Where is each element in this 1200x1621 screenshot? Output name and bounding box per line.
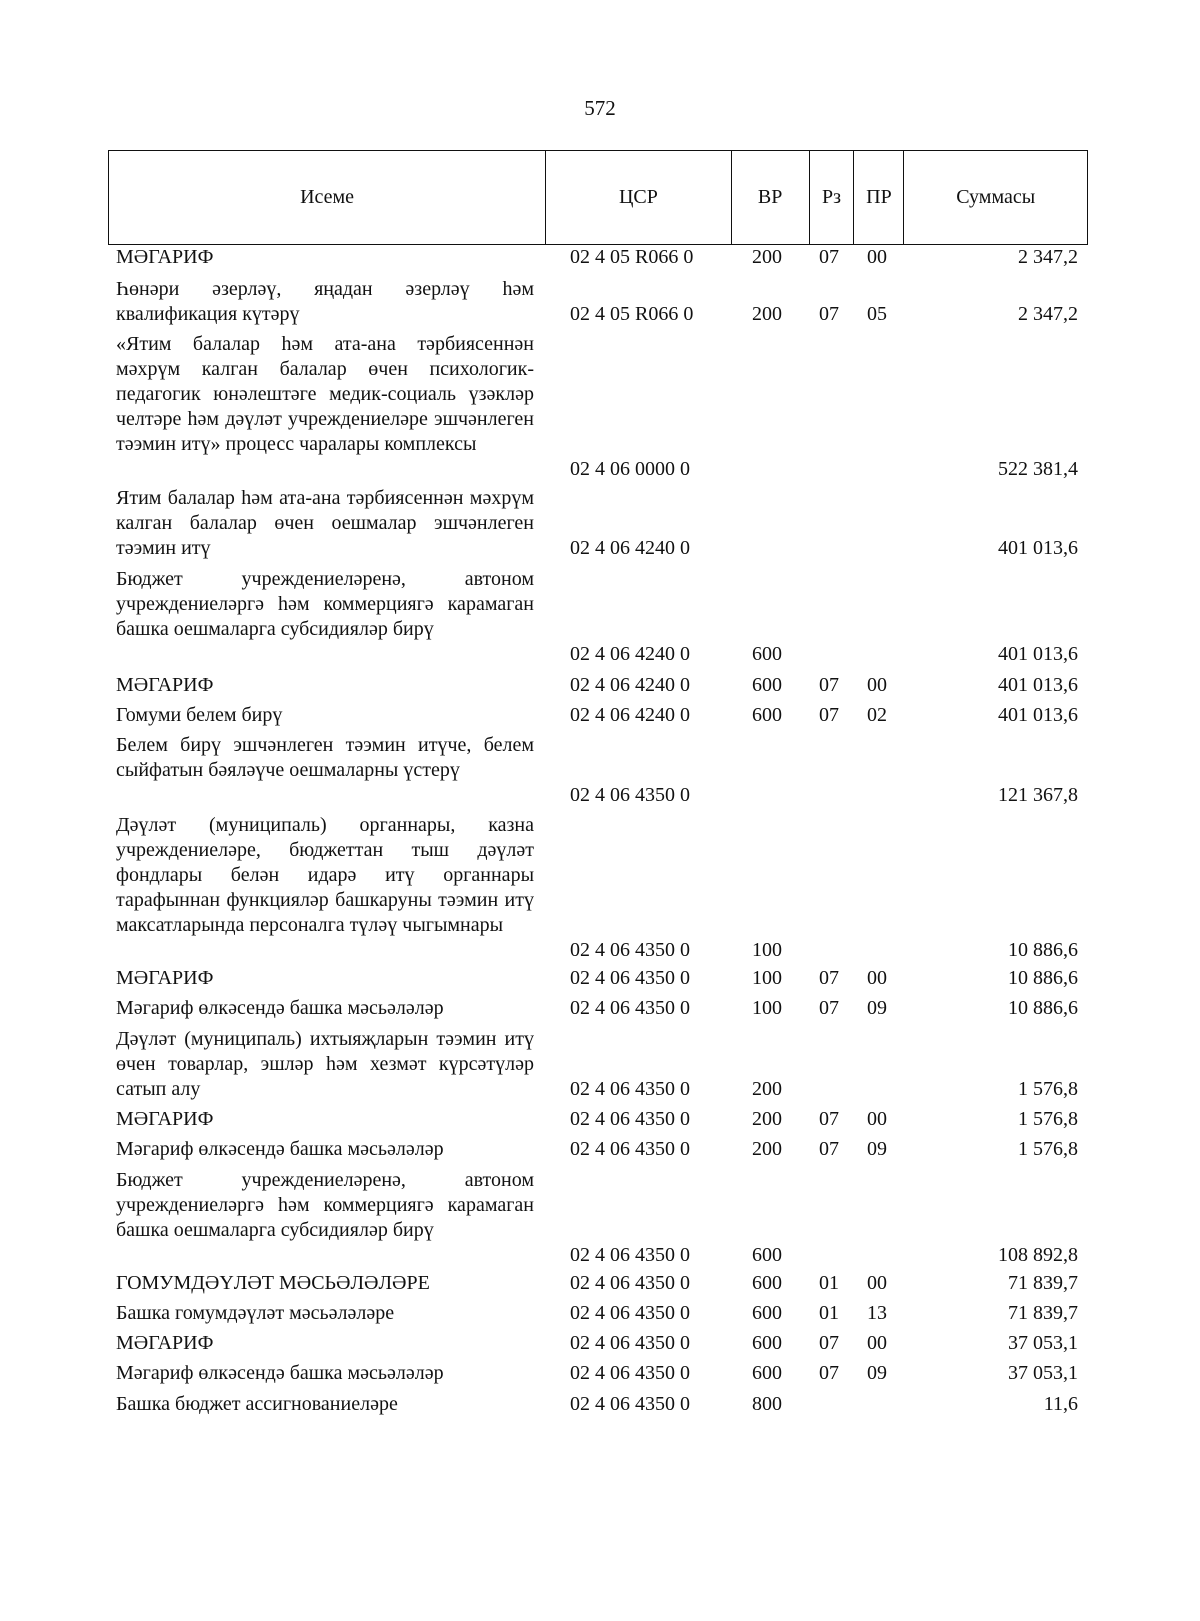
- row-csr: 02 4 05 R066 0: [570, 303, 694, 325]
- row-rz: 01: [819, 1272, 839, 1294]
- row-rz: 07: [819, 674, 839, 696]
- row-rz: 07: [819, 997, 839, 1019]
- table-row: [0, 703, 1200, 728]
- row-pr: 02: [867, 704, 887, 726]
- row-sum: 10 886,6: [1008, 997, 1078, 1019]
- row-csr: 02 4 06 4350 0: [570, 1244, 690, 1266]
- row-vr: 600: [752, 1244, 782, 1266]
- row-rz: 07: [819, 1108, 839, 1130]
- table-row: [0, 1168, 1200, 1268]
- row-rz: 07: [819, 303, 839, 325]
- row-name: Дәүләт (муниципаль) органнары, казна учреждениеләре, бюджеттан тыш дәүләт фондлары белән идарә итү органнары тарафыннан функцияләр башкаруны тәэмин итү максатларында персоналга түләү чыгымнары: [116, 814, 534, 936]
- row-name: МӘГАРИФ: [116, 1332, 214, 1354]
- row-rz: 07: [819, 1138, 839, 1160]
- table-row: [0, 332, 1200, 482]
- row-rz: 07: [819, 1362, 839, 1384]
- table-row: [0, 486, 1200, 561]
- row-csr: 02 4 06 4240 0: [570, 643, 690, 665]
- row-csr: 02 4 06 4350 0: [570, 1362, 690, 1384]
- row-csr: 02 4 06 4350 0: [570, 1138, 690, 1160]
- row-sum: 401 013,6: [998, 643, 1078, 665]
- row-name: Ятим балалар һәм ата-ана тәрбиясеннән мәхрүм калган балалар өчен оешмалар эшчәнлеген тәэмин итү: [116, 487, 534, 559]
- row-rz: 01: [819, 1302, 839, 1324]
- table-row: [0, 245, 1200, 270]
- row-pr: 00: [867, 246, 887, 268]
- header-rz: Рз: [810, 151, 855, 244]
- row-sum: 11,6: [1043, 1393, 1078, 1415]
- table-row: [0, 1392, 1200, 1417]
- table-row: [0, 673, 1200, 698]
- row-sum: 1 576,8: [1018, 1108, 1078, 1130]
- row-sum: 10 886,6: [1008, 939, 1078, 961]
- row-vr: 200: [752, 1078, 782, 1100]
- header-sum: Суммасы: [956, 186, 1036, 208]
- row-csr: 02 4 06 4350 0: [570, 1272, 690, 1294]
- row-vr: 600: [752, 704, 782, 726]
- row-name: «Ятим балалар һәм ата-ана тәрбиясеннән мәхрүм калган балалар өчен психологик-педагогик юнәлештәге медик-социаль үзәкләр челтәре һәм дәүләт учреждениеләре эшчәнлеген тәэмин итү» процесс чаралары комплексы: [116, 333, 534, 455]
- row-pr: 09: [867, 1138, 887, 1160]
- row-sum: 37 053,1: [1008, 1332, 1078, 1354]
- row-sum: 401 013,6: [998, 674, 1078, 696]
- row-vr: 800: [752, 1393, 782, 1415]
- row-csr: 02 4 06 4350 0: [570, 939, 690, 961]
- row-vr: 600: [752, 1272, 782, 1294]
- row-pr: 00: [867, 1108, 887, 1130]
- header-vr: ВР: [732, 151, 810, 244]
- row-vr: 100: [752, 997, 782, 1019]
- table-row: [0, 277, 1200, 327]
- table-row: [0, 1331, 1200, 1356]
- table-row: [0, 1271, 1200, 1296]
- row-vr: 200: [752, 1138, 782, 1160]
- header-csr: ЦСР: [546, 151, 732, 244]
- row-name: Башка бюджет ассигнованиеләре: [116, 1393, 398, 1415]
- row-sum: 401 013,6: [998, 704, 1078, 726]
- row-csr: 02 4 06 4350 0: [570, 784, 690, 806]
- row-name: МӘГАРИФ: [116, 1108, 214, 1130]
- table-row: [0, 1137, 1200, 1162]
- row-pr: 13: [867, 1302, 887, 1324]
- row-vr: 100: [752, 967, 782, 989]
- row-sum: 401 013,6: [998, 537, 1078, 559]
- row-sum: 121 367,8: [998, 784, 1078, 806]
- row-csr: 02 4 06 0000 0: [570, 458, 690, 480]
- row-name: Һөнәри әзерләү, яңадан әзерләү һәм квалификация күтәрү: [116, 278, 534, 325]
- row-sum: 2 347,2: [1018, 303, 1078, 325]
- row-sum: 1 576,8: [1018, 1078, 1078, 1100]
- row-vr: 600: [752, 1302, 782, 1324]
- row-name: Бюджет учреждениеләренә, автоном учреждениеләргә һәм коммерциягә карамаган башка оешмаларга субсидияләр бирү: [116, 568, 534, 640]
- row-vr: 600: [752, 1362, 782, 1384]
- row-pr: 05: [867, 303, 887, 325]
- row-name: ГОМУМДӘҮЛӘТ МӘСЬӘЛӘЛӘРЕ: [116, 1272, 430, 1294]
- row-name: МӘГАРИФ: [116, 967, 214, 989]
- row-sum: 37 053,1: [1008, 1362, 1078, 1384]
- table-row: [0, 567, 1200, 667]
- row-name: МӘГАРИФ: [116, 674, 214, 696]
- row-csr: 02 4 06 4350 0: [570, 1332, 690, 1354]
- row-name: Бюджет учреждениеләренә, автоном учреждениеләргә һәм коммерциягә карамаган башка оешмаларга субсидияләр бирү: [116, 1169, 534, 1241]
- row-name: Мәгариф өлкәсендә башка мәсьәләләр: [116, 1138, 444, 1160]
- row-sum: 10 886,6: [1008, 967, 1078, 989]
- table-row: [0, 813, 1200, 963]
- table-row: [0, 996, 1200, 1021]
- row-pr: 00: [867, 674, 887, 696]
- row-vr: 600: [752, 1332, 782, 1354]
- header-pr: ПР: [854, 151, 904, 244]
- table-row: [0, 1107, 1200, 1132]
- table-header: [108, 150, 1088, 245]
- row-sum: 71 839,7: [1008, 1272, 1078, 1294]
- table-row: [0, 1027, 1200, 1102]
- row-name: Гомуми белем бирү: [116, 704, 283, 726]
- row-sum: 71 839,7: [1008, 1302, 1078, 1324]
- row-vr: 200: [752, 303, 782, 325]
- row-rz: 07: [819, 704, 839, 726]
- table-row: [0, 1301, 1200, 1326]
- row-csr: 02 4 06 4240 0: [570, 537, 690, 559]
- row-name: Мәгариф өлкәсендә башка мәсьәләләр: [116, 1362, 444, 1384]
- header-name: Исеме: [109, 151, 546, 244]
- row-sum: 2 347,2: [1018, 246, 1078, 268]
- row-rz: 07: [819, 246, 839, 268]
- row-sum: 108 892,8: [998, 1244, 1078, 1266]
- row-vr: 600: [752, 674, 782, 696]
- table-row: [0, 1361, 1200, 1386]
- row-csr: 02 4 06 4240 0: [570, 674, 690, 696]
- row-sum: 522 381,4: [998, 458, 1078, 480]
- table-row: [0, 966, 1200, 991]
- row-pr: 00: [867, 1332, 887, 1354]
- row-csr: 02 4 06 4350 0: [570, 1393, 690, 1415]
- row-rz: 07: [819, 967, 839, 989]
- page-number: 572: [584, 96, 616, 120]
- row-name: Мәгариф өлкәсендә башка мәсьәләләр: [116, 997, 444, 1019]
- row-pr: 09: [867, 997, 887, 1019]
- row-sum: 1 576,8: [1018, 1138, 1078, 1160]
- row-vr: 200: [752, 246, 782, 268]
- row-vr: 200: [752, 1108, 782, 1130]
- row-csr: 02 4 06 4350 0: [570, 1302, 690, 1324]
- row-csr: 02 4 06 4350 0: [570, 1078, 690, 1100]
- row-csr: 02 4 06 4240 0: [570, 704, 690, 726]
- row-pr: 09: [867, 1362, 887, 1384]
- row-name: Башка гомумдәүләт мәсьәләләре: [116, 1302, 395, 1324]
- row-csr: 02 4 06 4350 0: [570, 967, 690, 989]
- row-rz: 07: [819, 1332, 839, 1354]
- row-pr: 00: [867, 967, 887, 989]
- row-csr: 02 4 06 4350 0: [570, 997, 690, 1019]
- row-name: МӘГАРИФ: [116, 246, 214, 268]
- row-name: Белем бирү эшчәнлеген тәэмин итүче, белем сыйфатын бәяләүче оешмаларны үстерү: [116, 734, 534, 781]
- table-row: [0, 733, 1200, 808]
- row-csr: 02 4 05 R066 0: [570, 246, 694, 268]
- row-pr: 00: [867, 1272, 887, 1294]
- row-csr: 02 4 06 4350 0: [570, 1108, 690, 1130]
- row-vr: 600: [752, 643, 782, 665]
- row-vr: 100: [752, 939, 782, 961]
- row-name: Дәүләт (муниципаль) ихтыяҗларын тәэмин итү өчен товарлар, эшләр һәм хезмәт күрсәтүләр сатып алу: [116, 1028, 534, 1100]
